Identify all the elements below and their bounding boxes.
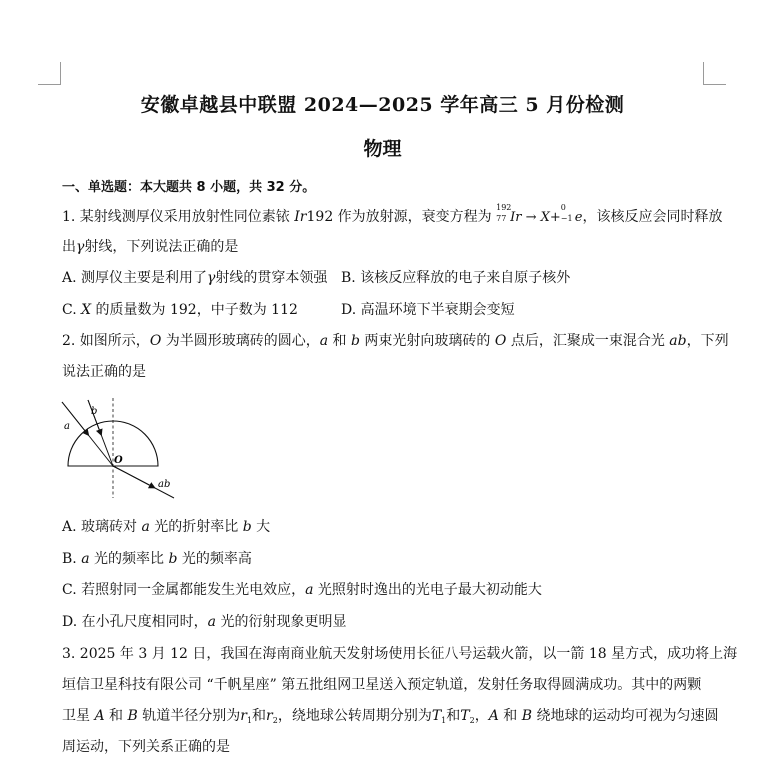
q3-var-t: T <box>460 708 470 724</box>
q2-stem-text: 两束光射向玻璃砖的 <box>359 333 495 349</box>
q1-option-d: D. 高温环境下半衰期会变短 <box>341 302 515 318</box>
q1-option-c-text: C. <box>62 302 82 318</box>
q1-option-a <box>62 267 327 287</box>
q2-option-a <box>62 516 270 536</box>
q3-stem-text: 轨道半径分别为 <box>137 708 241 724</box>
q2-var-b: b <box>242 519 252 535</box>
q3-stem-line1: 3. 2025 年 3 月 12 日，我国在海南商业航天发射场使用长征八号运载火箭，以一箭 18 星方式，成功将上海 <box>62 646 738 662</box>
q3-var-b: B <box>521 708 533 724</box>
q3-stem-text: 和 <box>446 708 461 724</box>
q3-var-b: B <box>127 708 138 724</box>
q3-stem-line3 <box>62 705 718 725</box>
q1-option-a-gamma: γ <box>207 270 216 286</box>
q2-option-c-text: 光照射时逸出的光电子最大初动能大 <box>313 582 542 598</box>
q2-option-b-text: 光的频率高 <box>177 551 252 567</box>
q1-stem-line2 <box>62 236 238 256</box>
ray-ab-arrow <box>113 466 154 488</box>
q2-stem-text: ，下列 <box>686 333 729 349</box>
q2-option-b <box>62 548 252 568</box>
q1-eq-electron-indices <box>560 203 575 223</box>
q3-stem-line2: 垣信卫星科技有限公司 “千帆星座” 第五批组网卫星送入预定轨道，发射任务取得圆满成功。其中的两颗 <box>62 677 702 693</box>
q2-option-a-text: 光的折射率比 <box>149 519 243 535</box>
q3-var-a: A <box>488 708 499 724</box>
q3-stem-text: 和 <box>104 708 128 724</box>
q1-stem-text: 射线，下列说法正确的是 <box>84 239 239 255</box>
q2-var-a: a <box>207 614 216 630</box>
q2-stem-line2: 说法正确的是 <box>62 364 146 380</box>
q2-option-d-text: D. 在小孔尺度相同时， <box>62 614 208 630</box>
q2-var-a: a <box>81 551 90 567</box>
label-o: O <box>114 455 123 466</box>
q2-var-b: b <box>351 333 360 349</box>
q3-stem-text: 和 <box>252 708 267 724</box>
q2-glass-diagram <box>58 396 188 502</box>
q1-option-b: B. 该核反应释放的电子来自原子核外 <box>341 270 571 286</box>
label-b: b <box>91 406 98 417</box>
q3-subscript: 2 <box>469 716 475 725</box>
q3-stem-text: ，绕地球公转周期分别为 <box>277 708 432 724</box>
q1-stem-line1 <box>62 203 723 226</box>
q1-eq-nuclide-indices <box>496 203 512 223</box>
page-corner-mark-right <box>703 62 726 85</box>
q1-stem-text: 1. 某射线测厚仪采用放射性同位素铱 <box>62 209 295 225</box>
q3-stem-text: 绕地球的运动均可视为匀速圆 <box>532 708 719 724</box>
q2-option-b-text: B. <box>62 551 82 567</box>
q2-stem-text: 点后，汇聚成一束混合光 <box>506 333 670 349</box>
q1-option-a-text: A. 测厚仪主要是利用了 <box>62 270 208 286</box>
q2-option-c <box>62 579 542 599</box>
q1-option-c <box>62 299 298 319</box>
q2-option-d <box>62 611 346 631</box>
q3-var-t: T <box>431 708 442 724</box>
q3-subscript: 2 <box>272 716 278 725</box>
q1-eq-mass-number: 192 <box>496 203 512 212</box>
q2-var-a: a <box>319 333 329 349</box>
q2-stem-text: 2. 如图所示， <box>62 333 150 349</box>
q1-equation-tail: e <box>574 210 583 225</box>
q3-var-a: A <box>94 708 105 724</box>
q2-var-o: O <box>494 333 507 349</box>
q2-option-a-text: A. 玻璃砖对 <box>62 519 142 535</box>
q3-stem-text: 卫星 <box>62 708 95 724</box>
exam-title: 安徽卓越县中联盟 2024—2025 学年高三 5 月份检测 <box>140 94 625 116</box>
q2-option-b-text: 光的频率比 <box>89 551 169 567</box>
q1-stem-text: ，该核反应会同时释放 <box>582 209 723 225</box>
q1-option-c-var: X <box>81 302 92 318</box>
q2-stem-text: 为半圆形玻璃砖的圆心， <box>161 333 320 349</box>
q2-var-a: a <box>305 582 314 598</box>
q2-option-a-text: 大 <box>251 519 271 535</box>
subject-title: 物理 <box>363 138 402 160</box>
q1-eq-electron-charge: −1 <box>560 214 573 223</box>
q2-stem-text: 和 <box>328 333 352 349</box>
q2-var-ab: ab <box>669 333 687 349</box>
q2-option-d-text: 光的衍射现象更明显 <box>216 614 347 630</box>
q1-stem-text: 出 <box>62 239 76 255</box>
q1-eq-atomic-number: 77 <box>496 214 507 223</box>
q1-equation-body: Ir → X+ <box>510 210 561 225</box>
q2-var-b: b <box>168 551 178 567</box>
q2-var-o: O <box>149 333 162 349</box>
q2-stem-line1 <box>62 330 729 350</box>
label-a: a <box>64 421 70 432</box>
q3-stem-line4: 周运动，下列关系正确的是 <box>62 739 230 755</box>
q1-option-a-text: 射线的贯穿本领强 <box>215 270 328 286</box>
q1-option-c-text: 的质量数为 192，中子数为 112 <box>91 302 298 318</box>
q1-stem-text: 192 作为放射源，衰变方程为 <box>306 209 497 225</box>
q2-var-a: a <box>141 519 150 535</box>
q2-option-c-text: C. 若照射同一金属都能发生光电效应， <box>62 582 306 598</box>
q3-subscript: 1 <box>246 716 253 725</box>
section-heading: 一、单选题：本大题共 8 小题，共 32 分。 <box>62 180 316 195</box>
q3-var-r: r <box>240 708 247 724</box>
q3-stem-text: 和 <box>498 708 522 724</box>
q1-eq-electron-mass: 0 <box>560 203 566 212</box>
q3-var-r: r <box>266 708 273 724</box>
label-ab: ab <box>158 479 171 490</box>
q1-gamma: γ <box>76 239 85 255</box>
page-corner-mark-left <box>38 62 61 85</box>
q1-var-ir: Ir <box>294 209 307 225</box>
q3-stem-text: ， <box>474 708 489 724</box>
q3-subscript: 1 <box>441 716 447 725</box>
